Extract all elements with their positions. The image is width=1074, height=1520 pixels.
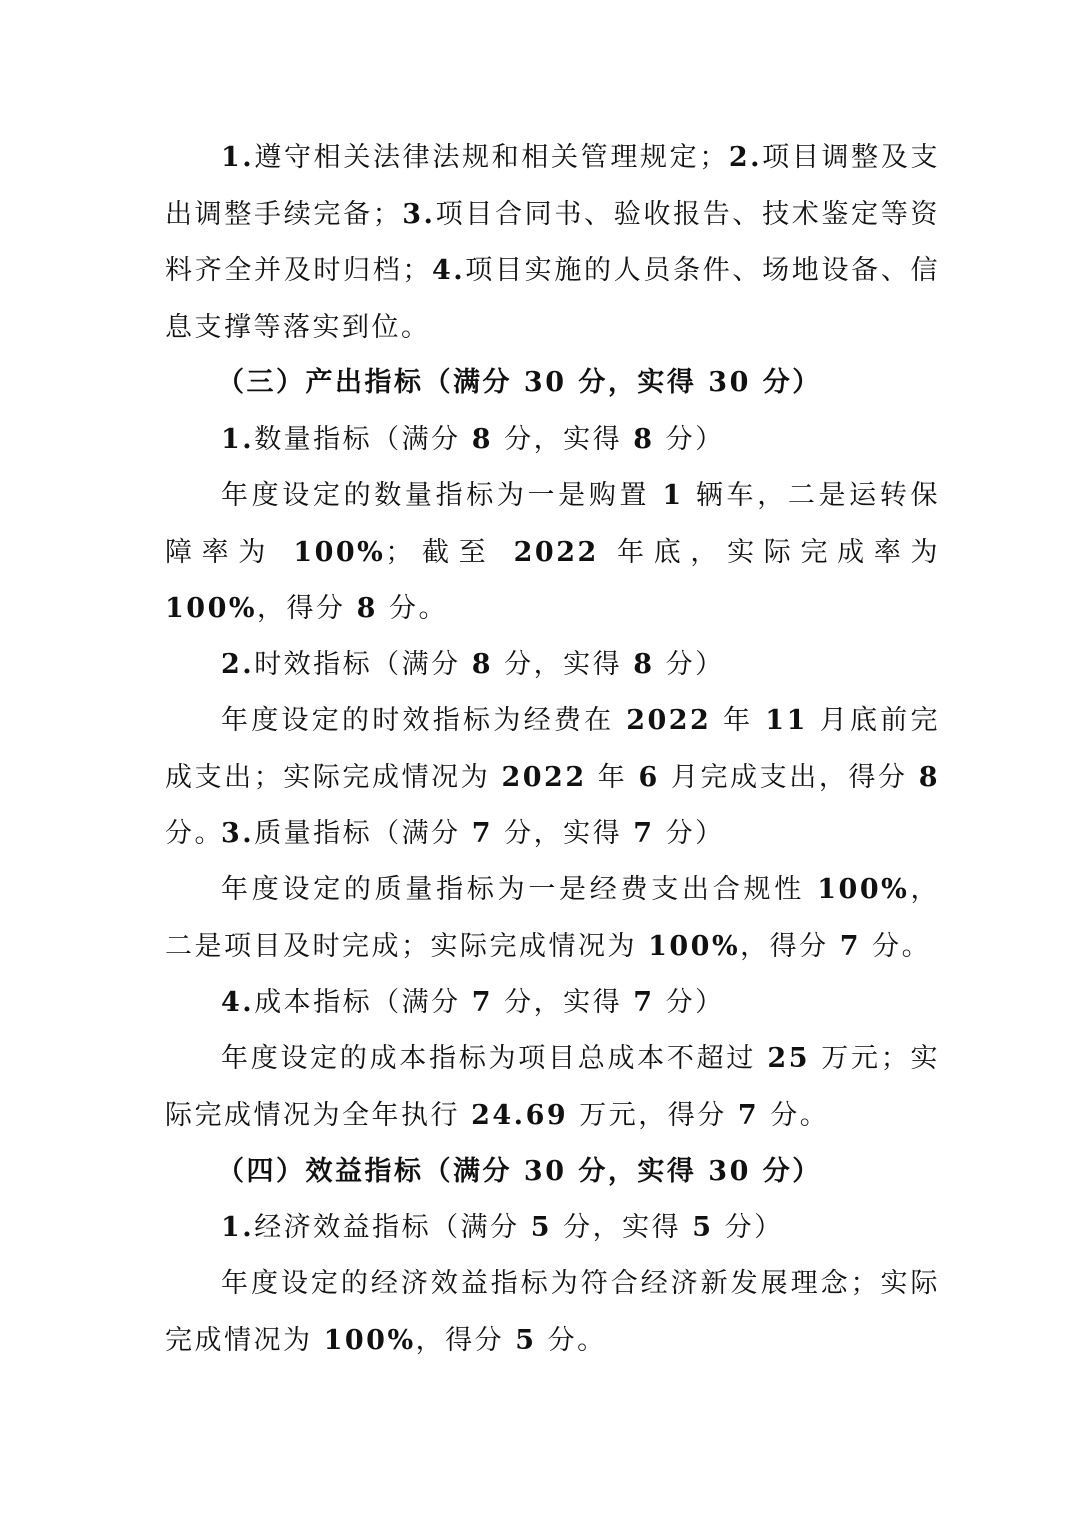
subheading-timeliness: 2.时效指标（满分 8 分，实得 8 分） bbox=[221, 649, 725, 680]
paragraph-quantity: 年度设定的数量指标为一是购置 1 辆车，二是运转保障率为 100%；截至 2022 年底，实际完成率为 100%，得分 8 分。 bbox=[165, 480, 940, 624]
subheading-economic-benefit: 1.经济效益指标（满分 5 分，实得 5 分） bbox=[221, 1212, 784, 1243]
paragraph-compliance: 1.遵守相关法律法规和相关管理规定；2.项目调整及支出调整手续完备；3.项目合同书、验收报告、技术鉴定等资料齐全并及时归档；4.项目实施的人员条件、场地设备、信息支撑等落实到位。 bbox=[165, 142, 941, 343]
section-heading-benefit: （四）效益指标（满分 30 分，实得 30 分） bbox=[217, 1156, 822, 1187]
subheading-quantity: 1.数量指标（满分 8 分，实得 8 分） bbox=[221, 424, 725, 455]
paragraph-quality: 年度设定的质量指标为一是经费支出合规性 100%，二是项目及时完成；实际完成情况为 100%，得分 7 分。 bbox=[165, 874, 940, 962]
section-heading-output: （三）产出指标（满分 30 分，实得 30 分） bbox=[217, 367, 822, 398]
paragraph-timeliness: 年度设定的时效指标为经费在 2022 年 11 月底前完成支出；实际完成情况为 2022 年 6 月完成支出，得分 8 分。 bbox=[165, 705, 940, 849]
paragraph-cost: 年度设定的成本指标为项目总成本不超过 25 万元；实际完成情况为全年执行 24.69 万元，得分 7 分。 bbox=[165, 1043, 940, 1131]
subheading-cost: 4.成本指标（满分 7 分，实得 7 分） bbox=[221, 987, 725, 1018]
subheading-quality: 3.质量指标（满分 7 分，实得 7 分） bbox=[221, 818, 725, 849]
paragraph-economic-benefit: 年度设定的经济效益指标为符合经济新发展理念；实际完成情况为 100%，得分 5 分。 bbox=[165, 1268, 940, 1356]
